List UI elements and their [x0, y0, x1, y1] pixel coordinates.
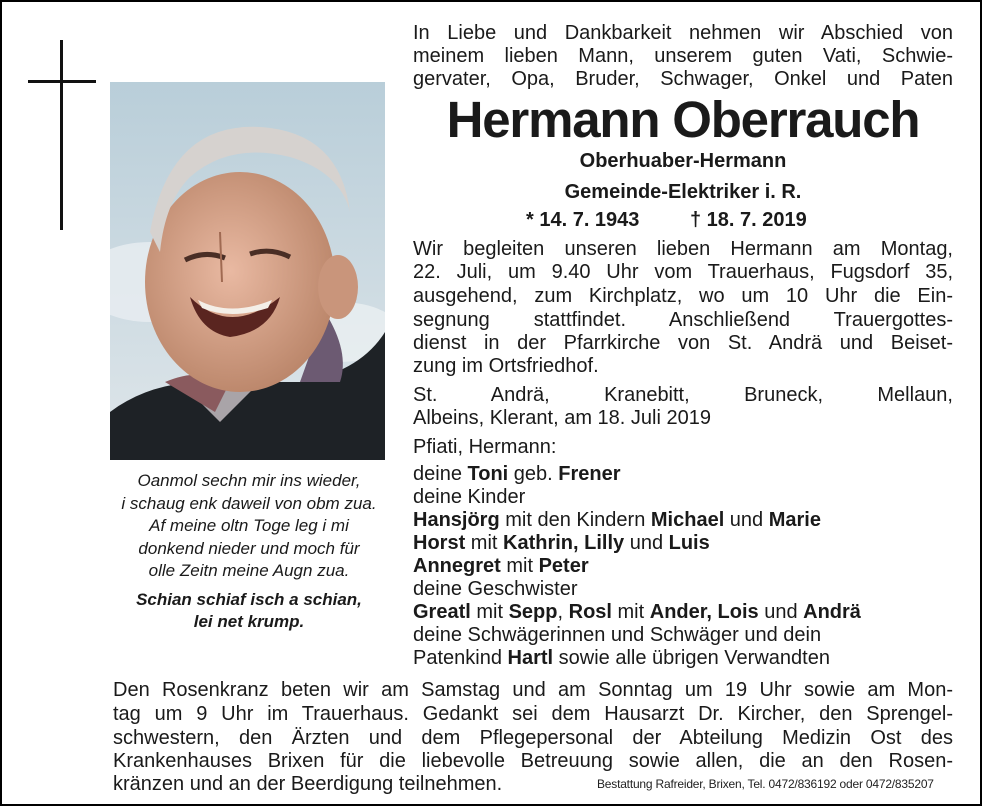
- mourner-name: Frener: [558, 463, 621, 485]
- places-line: Albeins, Klerant, am 18. Juli 2019: [413, 407, 711, 429]
- mourner-text: mit: [611, 601, 650, 623]
- mourner-line: [413, 601, 861, 623]
- mourner-text: sowie alle übrigen Verwandten: [553, 647, 830, 669]
- nickname: Oberhuaber-Hermann: [579, 150, 787, 172]
- mourner-name: Toni: [467, 463, 509, 485]
- cross-horizontal-bar: [28, 80, 96, 83]
- poem-line: donkend nieder und moch für: [138, 538, 360, 558]
- mourner-name: Peter: [538, 555, 589, 577]
- poem-line: olle Zeitn meine Augn zua.: [148, 561, 350, 580]
- funeral-line: ausgehend, zum Kirchplatz, wo um 10 Uhr die Ein-: [413, 285, 953, 307]
- mourner-name: Hartl: [507, 647, 554, 669]
- funeral-line: 22. Juli, um 9.40 Uhr vom Trauerhaus, Fugsdorf 35,: [413, 261, 953, 283]
- mourner-text: mit: [470, 601, 509, 623]
- farewell: Pfiati, Hermann:: [413, 436, 557, 458]
- poem-line: Oanmol sechn mir ins wieder,: [137, 471, 361, 490]
- mourner-text: geb.: [508, 463, 559, 485]
- undertaker-credit: Bestattung Rafreider, Brixen, Tel. 0472/836192 oder 0472/835207: [597, 777, 934, 791]
- funeral-line: zung im Ortsfriedhof.: [413, 355, 599, 377]
- funeral-line: segnung stattfindet. Anschließend Trauergottes-: [413, 309, 953, 331]
- mourner-line: deine Geschwister: [413, 578, 578, 600]
- mourner-name: Michael: [650, 509, 725, 531]
- dialect-poem: [100, 470, 398, 634]
- funeral-line: Wir begleiten unseren lieben Hermann am Montag,: [413, 238, 953, 260]
- poem-bold-line: lei net krump.: [193, 612, 305, 631]
- poem-line: Af meine oltn Toge leg i mi: [149, 516, 349, 535]
- mourner-name: Kathrin, Lilly: [503, 532, 625, 554]
- mourner-name: Andrä: [803, 601, 861, 623]
- closing-line: kränzen und an der Beerdigung teilnehmen.: [113, 773, 503, 795]
- mourner-line: [413, 647, 830, 669]
- mourner-name: Hansjörg: [413, 509, 500, 531]
- mourner-text: und: [724, 509, 769, 531]
- mourner-text: ,: [557, 601, 569, 623]
- mourner-line: [413, 509, 821, 531]
- intro-line: In Liebe und Dankbarkeit nehmen wir Abschied von: [413, 22, 953, 44]
- mourner-text: mit den Kindern: [499, 509, 651, 531]
- places-line: St. Andrä, Kranebitt, Bruneck, Mellaun,: [413, 384, 953, 406]
- mourner-name: Horst: [413, 532, 466, 554]
- mourner-line: deine Kinder: [413, 486, 526, 508]
- mourner-name: Sepp: [508, 601, 558, 623]
- mourner-name: Greatl: [413, 601, 471, 623]
- cross-vertical-bar: [60, 40, 63, 230]
- closing-line: Krankenhauses Brixen für die liebevolle Betreuung sowie allen, die an den Rosen-: [113, 750, 953, 772]
- birth-date: * 14. 7. 1943: [526, 209, 640, 231]
- mourner-name: Luis: [668, 532, 710, 554]
- closing-line: tag um 9 Uhr im Trauerhaus. Gedankt sei dem Hausarzt Dr. Kircher, den Sprengel-: [113, 703, 953, 725]
- closing-line: Den Rosenkranz beten wir am Samstag und am Sonntag um 19 Uhr sowie am Mon-: [113, 679, 953, 701]
- poem-bold-line: Schian schiaf isch a schian,: [136, 589, 362, 609]
- intro-line: gervater, Opa, Bruder, Schwager, Onkel und Paten: [413, 68, 953, 90]
- portrait-photo: [110, 82, 385, 460]
- occupation: Gemeinde-Elektriker i. R.: [564, 181, 802, 203]
- deceased-name: Hermann Oberrauch: [446, 91, 920, 148]
- mourner-text: und: [624, 532, 669, 554]
- closing-line: schwestern, den Ärzten und dem Pflegepersonal der Abteilung Medizin Ost des: [113, 727, 953, 749]
- mourner-name: Ander, Lois: [649, 601, 759, 623]
- mourner-text: deine: [413, 463, 468, 485]
- poem-line: i schaug enk daweil von obm zua.: [121, 493, 377, 513]
- mourner-text: und: [758, 601, 804, 623]
- death-date: † 18. 7. 2019: [690, 209, 807, 231]
- mourner-text: mit: [500, 555, 539, 577]
- mourner-name: Marie: [768, 509, 821, 531]
- mourner-line: [413, 532, 710, 554]
- mourner-text: mit: [465, 532, 504, 554]
- intro-line: meinem lieben Mann, unserem guten Vati, Schwie-: [413, 45, 953, 67]
- mourner-line: deine Schwägerinnen und Schwäger und dein: [413, 624, 822, 646]
- mourner-text: Patenkind: [413, 647, 508, 669]
- funeral-line: dienst in der Pfarrkirche von St. Andrä und Beiset-: [413, 332, 953, 354]
- mourner-name: Rosl: [568, 601, 612, 623]
- mourner-line: [413, 555, 589, 577]
- mourner-line: [413, 463, 621, 485]
- mourner-name: Annegret: [413, 555, 501, 577]
